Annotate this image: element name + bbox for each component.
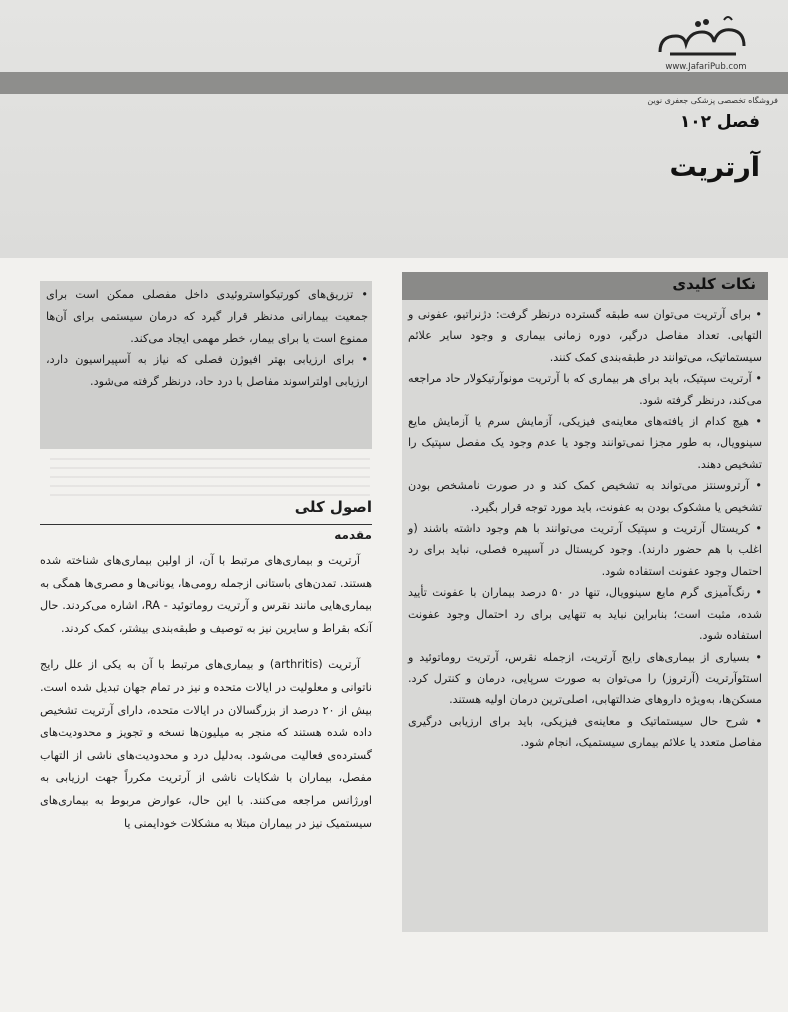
clinical-note-item: • برای ارزیابی بهتر افیوژن فصلی که نیاز به آسپیراسیون دارد، ارزیابی اولتراسوند مفاصل با درد حاد، درنظر گرفته می‌شود. (46, 353, 368, 389)
key-point-item: • شرح حال سیستماتیک و معاینه‌ی فیزیکی، باید برای ارزیابی درگیری مفاصل متعدد یا علائم بیماری سیستمیک، انجام شود. (408, 714, 762, 750)
key-point-item: • آرتروسنتز می‌تواند به تشخیص کمک کند و در صورت نامشخص بودن تشخیص یا مشکوک بودن به عفونت، باید مورد توجه قرار بگیرد. (408, 479, 762, 514)
section-title: اصول کلی (294, 498, 372, 516)
header-top-bar (0, 72, 788, 94)
key-point-item: • بسیاری از بیماری‌های رایج آرتریت، ازجمله نقرس، آرتریت روماتوئید و استئوآرتریت (آرتروز) را می‌توان به صورت سرپایی، درمان و کنترل کرد. مسکن‌ها، به‌ویژه داروهای ضدالتهابی، اصلی‌ترین درمان اولیه هستند. (408, 650, 762, 707)
body-text (40, 550, 372, 849)
subsection-title: مقدمه (334, 528, 372, 542)
key-points-title: نکات کلیدی (672, 275, 756, 293)
publisher-url: www.JafariPub.com (665, 62, 747, 72)
chapter-title: آرتریت (669, 152, 760, 183)
key-point-item: • رنگ‌آمیزی گرم مایع سینوویال، تنها در ۵۰ درصد بیماران با عفونت تأیید شده، مثبت است؛ بنابراین نباید به تنهایی برای رد احتمال وجود عفونت استفاده شود. (408, 586, 762, 643)
chapter-number: فصل ۱۰۲ (679, 112, 760, 132)
key-points-list (408, 304, 762, 754)
key-point-item: • هیچ کدام از یافته‌های معاینه‌ی فیزیکی، آزمایش سرم یا آزمایش مایع سینوویال، به طور مجزا نمی‌توانند وجود یا عدم وجود یک مفصل سپتیک را تشخیص دهند. (408, 415, 762, 471)
clinical-notes-list (46, 284, 368, 393)
key-points-title-bar (402, 272, 768, 300)
page-show-through (50, 458, 370, 498)
key-point-item: • کریستال آرتریت و سپتیک آرتریت می‌توانند با هم وجود داشته باشند (و اغلب با هم حضور دارند). وجود کریستال در آسپیره فصلی، نباید برای رد احتمال وجود عفونت استفاده شود. (408, 522, 762, 578)
body-paragraph: آرتریت و بیماری‌های مرتبط با آن، از اولین بیماری‌های شناخته شده هستند. تمدن‌های باستانی ازجمله رومی‌ها، یونانی‌ها و مصری‌ها همگی به بیماری‌هایی مانند نقرس و آرتریت روماتوئید - RA، اشاره می‌کردند. حال آنکه بقراط و سایرین نیز به توصیف و طبقه‌بندی بیشتر، کمک کردند. (40, 554, 372, 635)
body-paragraph: آرتریت (arthritis) و بیماری‌های مرتبط با آن به یکی از علل رایج ناتوانی و معلولیت در ایالات متحده و نیز در تمام جهان تبدیل شده است. بیش از ۲۰ درصد از بزرگسالان در ایالات متحده، دارای آرتریت تشخیص داده شده هستند که منجر به میلیون‌ها نسخه و تجویز و محدودیت‌های گسترده‌ی فعالیت می‌شود. به‌دلیل درد و محدودیت‌های ناشی از التهاب مفصل، بیماران با شکایات ناشی از آرتریت مکرراً جهت ارزیابی به اورژانس مراجعه می‌کنند. با این حال، عوارض مربوط به بیماری‌های سیستمیک نیز در بیماران مبتلا به مشکلات خودایمنی یا (40, 658, 372, 830)
key-point-item: • برای آرتریت می‌توان سه طبقه گسترده درنظر گرفت: دژنراتیو، عفونی و التهابی. تعداد مفاصل درگیر، دوره زمانی بیماری و وجود سایر علائم سیستماتیک، می‌توانند در طبقه‌بندی کمک کنند. (408, 308, 762, 364)
key-point-item: • آرتریت سپتیک، باید برای هر بیماری که با آرتریت مونوآرتیکولار حاد مراجعه می‌کند، درنظر گرفته شود. (408, 372, 762, 407)
store-name: فروشگاه تخصصی پزشکی جعفری نوین (647, 96, 778, 105)
section-divider (40, 524, 372, 525)
clinical-note-item: • تزریق‌های کورتیکواستروئیدی داخل مفصلی ممکن است برای جمعیت بیمارانی مدنظر قرار گیرد که درمان سیستمی برای آن‌ها ممنوع است یا برای بیمار، خطر مهمی ایجاد می‌کند. (46, 288, 368, 345)
